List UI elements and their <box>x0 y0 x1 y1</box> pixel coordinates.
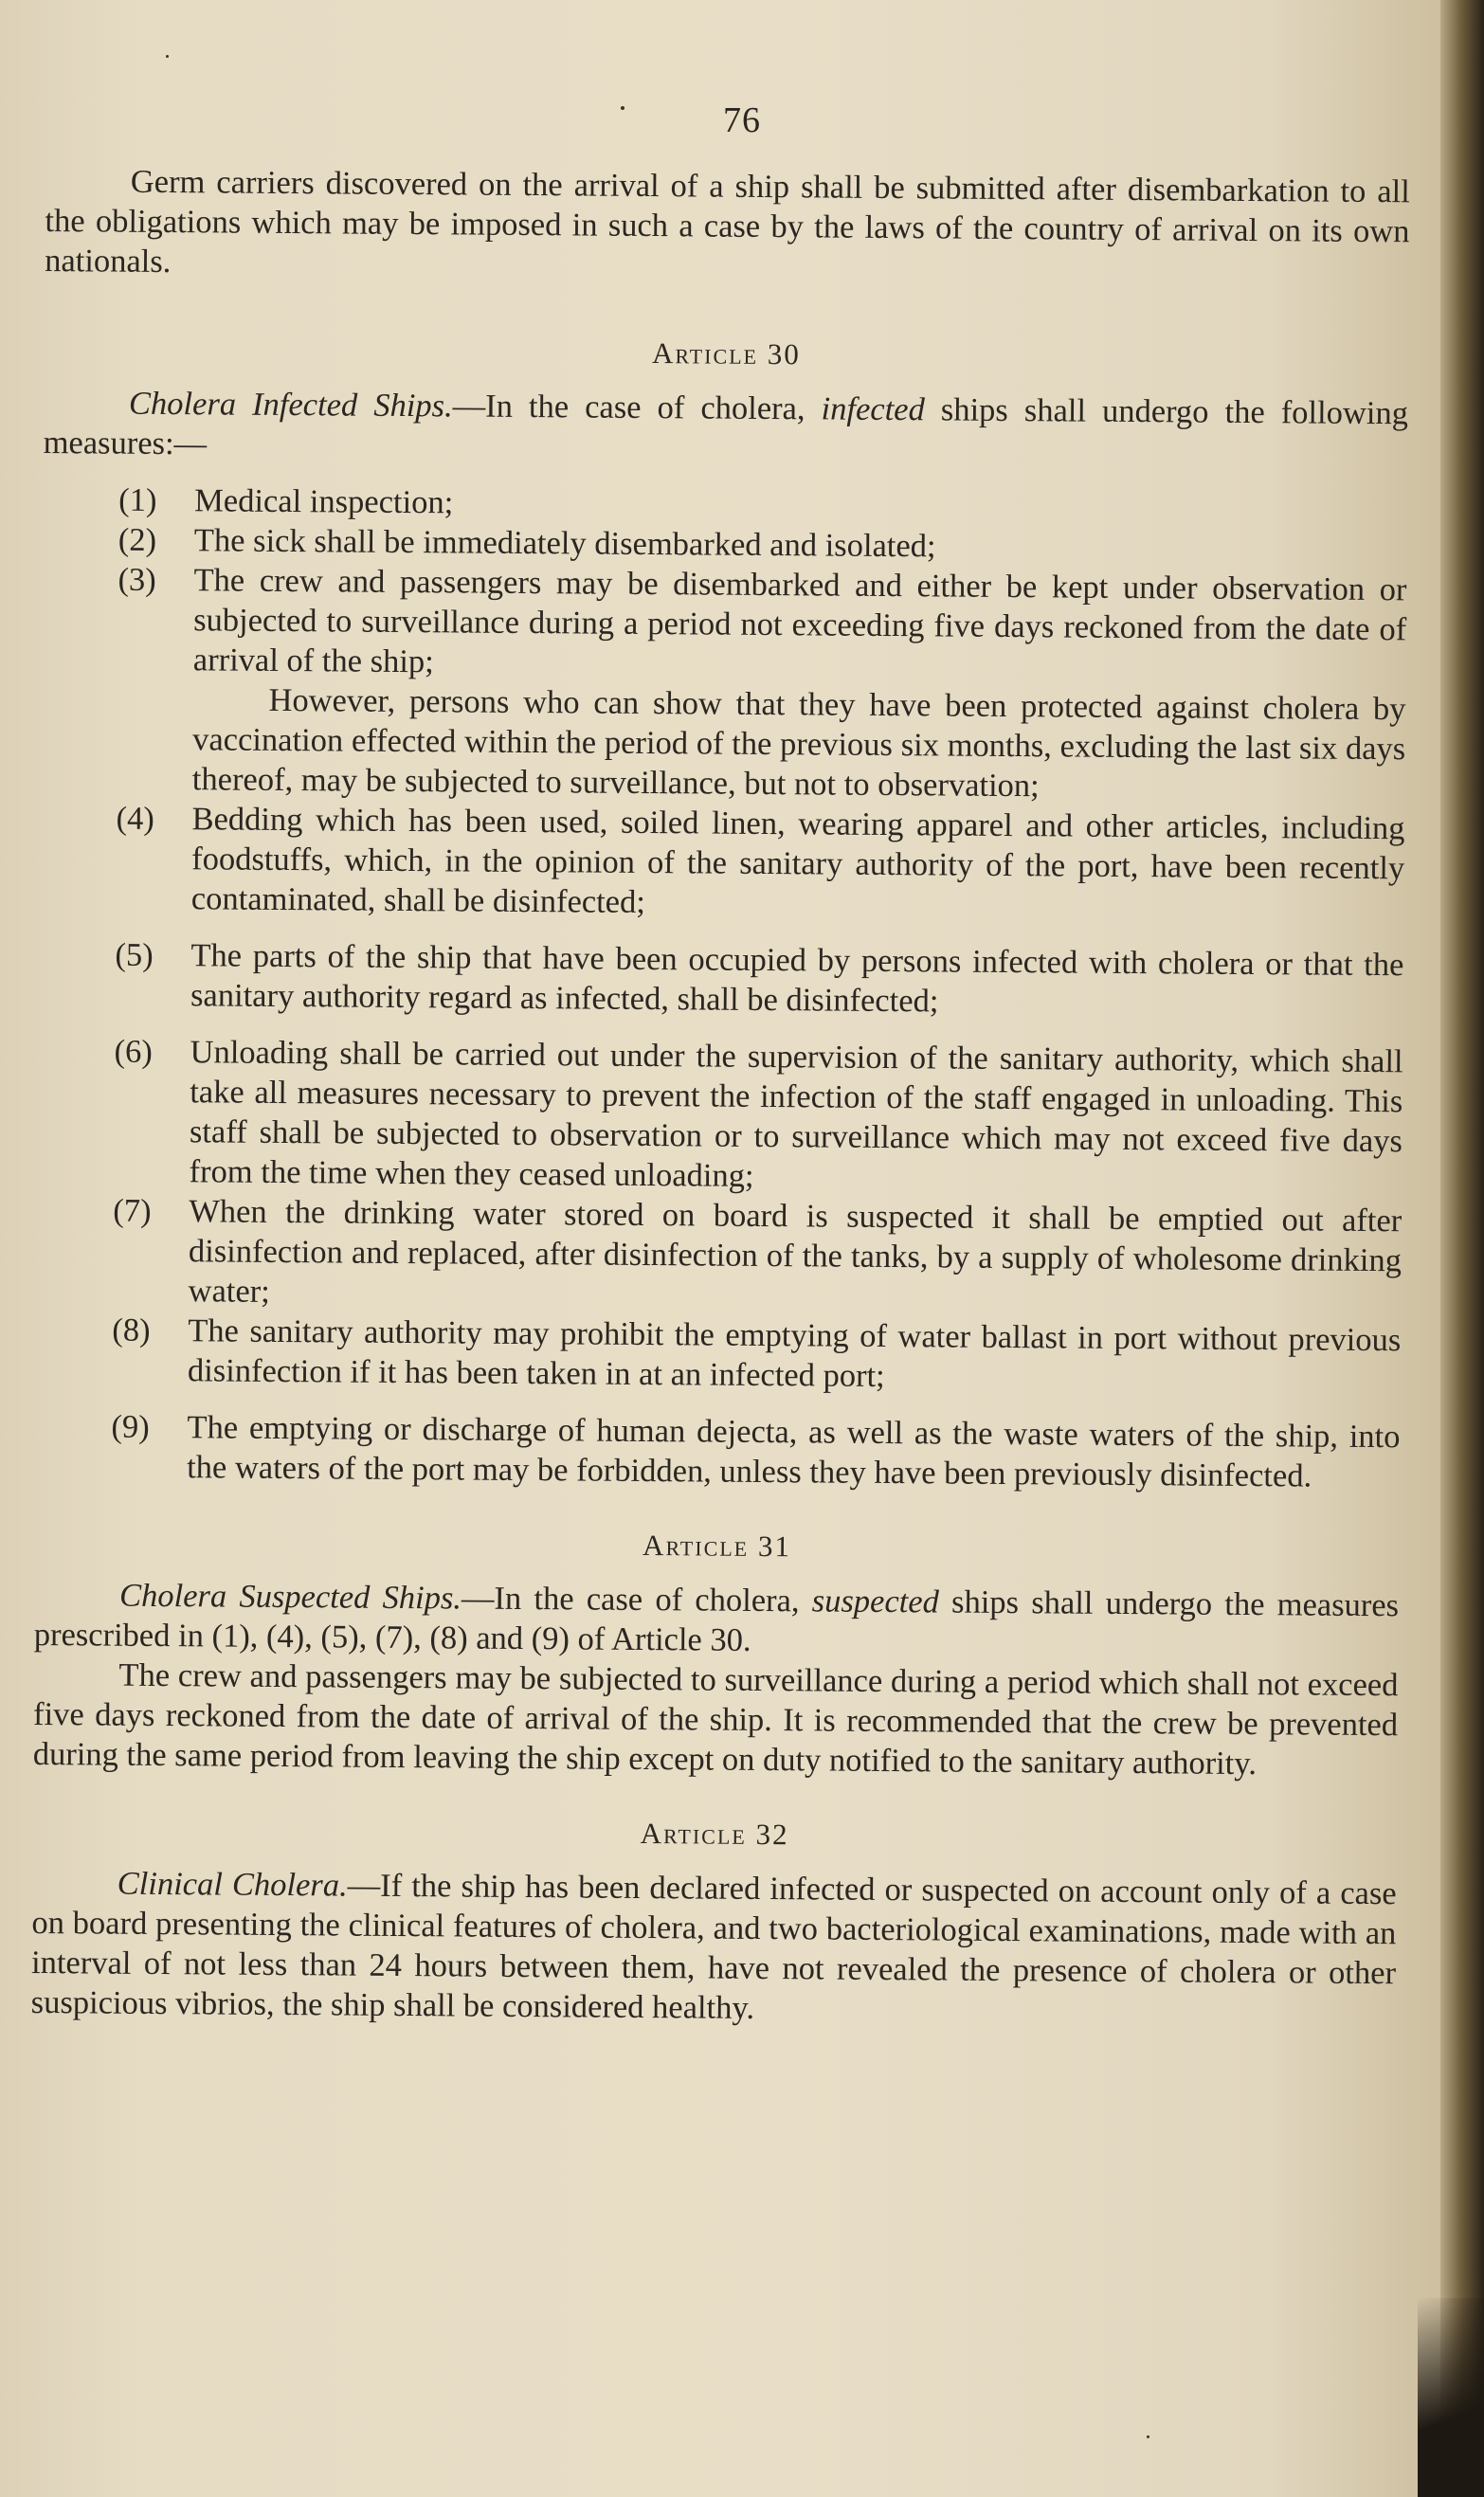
item-subparagraph: However, persons who can show that they have been protected against cholera by vaccination effected within the period of the previous six months, excluding the last six days thereof, may be subjected to surveillance, but not to observation; <box>191 681 1406 805</box>
item-number: (6) <box>114 1033 154 1070</box>
item-text: The emptying or discharge of human dejecta, as well as the waste waters of the ship, into the waters of the port may be forbidden, unless they have been previously disinfected. <box>187 1409 1401 1494</box>
item-number: (8) <box>112 1312 151 1348</box>
article-31-lead-text: —In the case of cholera, <box>461 1580 812 1619</box>
article-30-lead <box>44 383 1409 473</box>
item-text: Bedding which has been used, soiled linen, wearing apparel and other articles, including foodstuffs, which, in the opinion of the sanitary authority of the port, have been recently contaminated, shall be disinfected; <box>190 801 1405 920</box>
article-30-lead-text: —In the case of cholera, <box>452 388 822 427</box>
intro-paragraph: Germ carriers discovered on the arrival of a ship shall be submitted after disembarkation to all the obligations which may be imposed in such a case by the laws of the country of arrival on its own nationals. <box>45 163 1410 280</box>
item-number: (5) <box>115 936 154 973</box>
article-31-lead <box>34 1575 1400 1665</box>
item-text: The parts of the ship that have been occupied by persons infected with cholera or that the sanitary authority regard as infected, shall be disinfected; <box>190 937 1404 1020</box>
book-spine-shadow <box>1418 2298 1484 2497</box>
list-item <box>36 1190 1402 1320</box>
article-31-paragraph: The crew and passengers may be subjected to surveillance during a period which shall not exceed five days reckoned from the date of arrival of the ship. It is recommended that the crew be prevented during the same period from leaving the ship except on duty notified to the sanitary authority. <box>32 1656 1399 1782</box>
page-number: 76 <box>723 100 761 140</box>
article-30-lead-italic: infected <box>821 390 925 428</box>
item-body <box>192 560 1407 808</box>
article-30-measures-list <box>35 479 1407 1496</box>
article-31-lead-text-end: ships shall undergo the measures prescribed in (1), (4), (5), (7), (8) and (9) of Article 30. <box>33 1583 1400 1658</box>
article-31-title: Cholera Suspected Ships. <box>118 1577 462 1617</box>
list-item <box>35 1406 1401 1496</box>
item-number: (4) <box>116 800 154 837</box>
item-number: (9) <box>111 1408 150 1445</box>
item-text: The sick shall be immediately disembarked and isolated; <box>193 522 936 565</box>
item-text: Medical inspection; <box>194 482 454 521</box>
article-32-paragraph <box>31 1863 1397 2033</box>
article-32-heading: Article 32 <box>640 1816 789 1852</box>
print-speck <box>166 55 169 58</box>
document-body <box>31 161 1410 2033</box>
list-item <box>37 1031 1403 1201</box>
list-item <box>41 559 1407 808</box>
article-31-heading: Article 31 <box>642 1528 792 1564</box>
book-spine <box>1440 0 1484 2497</box>
item-number: (7) <box>113 1192 152 1229</box>
item-text: The crew and passengers may be disembarked and either be kept under observation or subjected to surveillance during a period not exceeding five days reckoned from the date of arrival of the ship; <box>192 562 1407 680</box>
item-text: Unloading shall be carried out under the supervision of the sanitary authority, which shall take all measures necessary to prevent the infection of the staff engaged in unloading. This staff shall be subjected to observation or to surveillance which may not exceed five days from the time when they ceased unloading; <box>189 1034 1403 1194</box>
article-30-lead-text-end: ships shall undergo the following measures:— <box>43 391 1409 462</box>
list-item <box>39 934 1404 1024</box>
article-30-title: Cholera Infected Ships. <box>128 385 453 425</box>
item-text: When the drinking water stored on board is suspected it shall be emptied out after disinfection and replaced, after disinfection of the tanks, by a supply of wholesome drinking water; <box>188 1193 1403 1310</box>
item-text: The sanitary authority may prohibit the emptying of water ballast in port without previous disinfection if it has been taken in at an infected port; <box>187 1312 1402 1394</box>
item-number: (3) <box>118 561 156 598</box>
list-item <box>36 1310 1402 1400</box>
article-31-lead-italic: suspected <box>811 1583 940 1620</box>
article-30-heading: Article 30 <box>651 336 801 371</box>
article-32-text: —If the ship has been declared infected or suspected on account only of a case on board presenting the clinical features of cholera, and two bacteriological examinations, made with an interval of not less than 24 hours between them, have not revealed the presence of cholera or other suspicious vibrios, the ship shall be considered healthy. <box>30 1867 1397 2026</box>
article-32-title: Clinical Cholera. <box>117 1865 348 1904</box>
list-item <box>40 798 1405 928</box>
print-speck <box>1147 2435 1149 2438</box>
item-number: (2) <box>118 521 157 558</box>
item-number: (1) <box>118 481 157 518</box>
